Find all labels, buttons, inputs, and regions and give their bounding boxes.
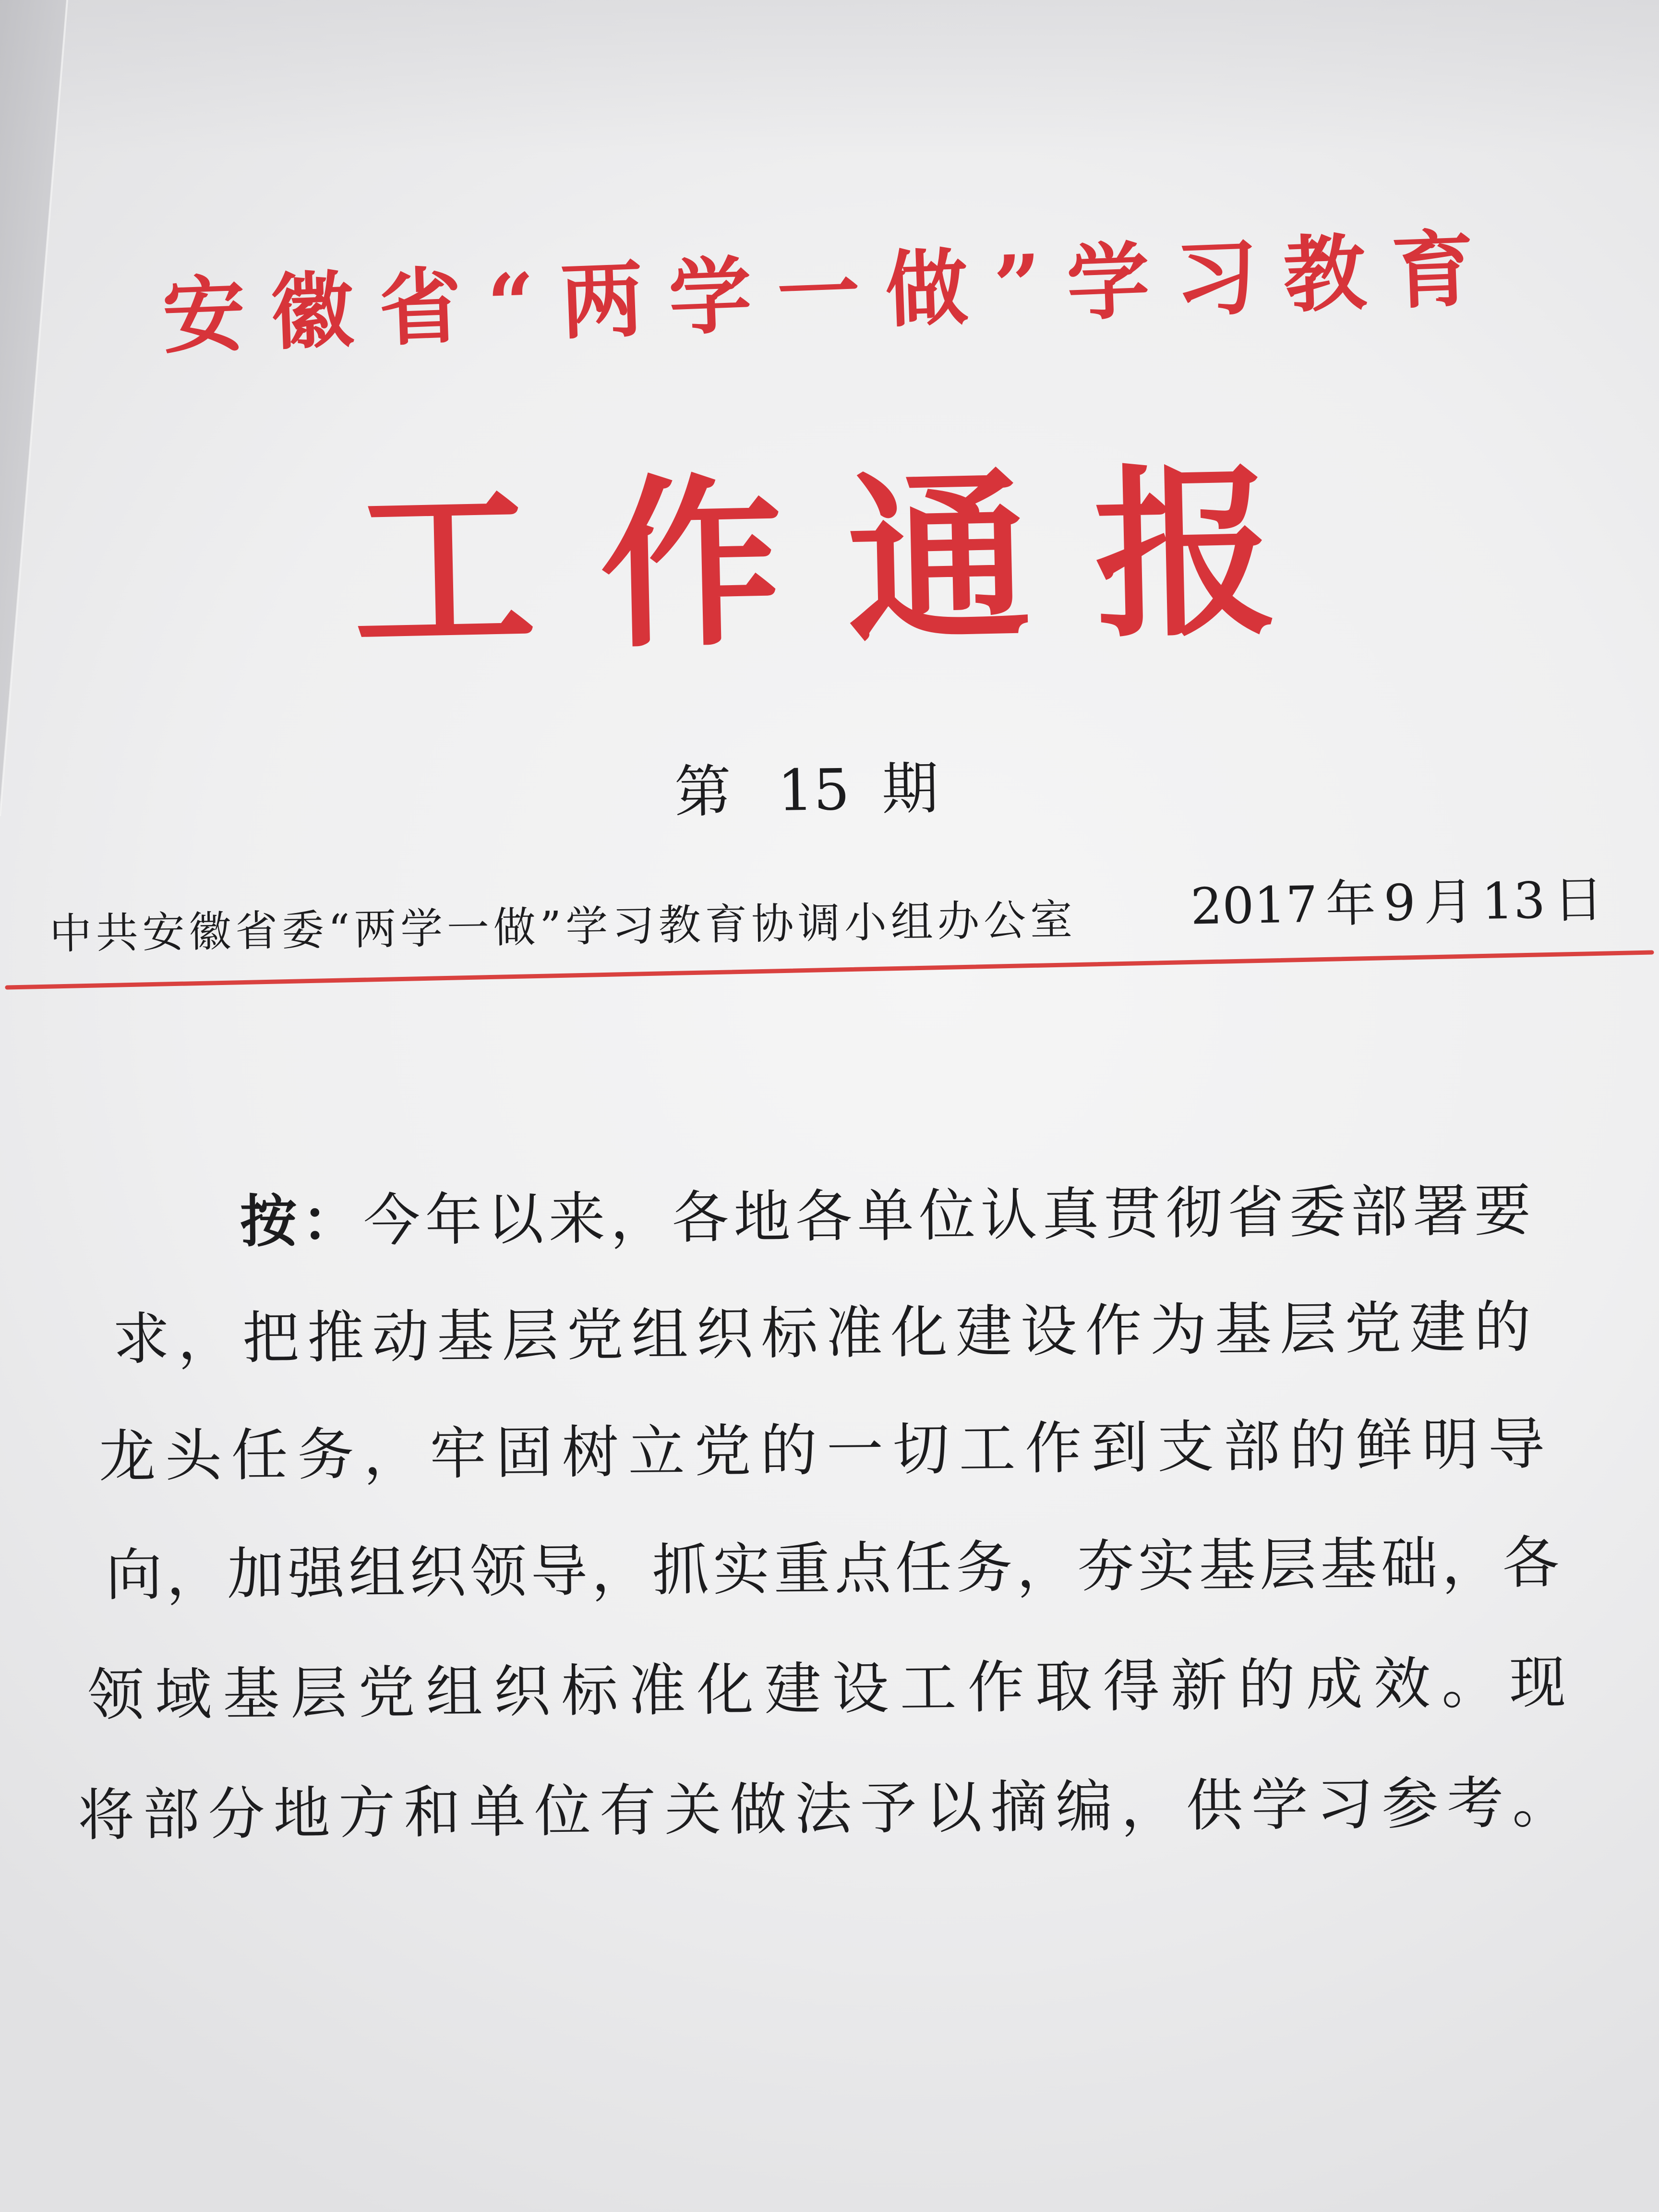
body-line: 求，把推动基层党组织标准化建设作为基层党建的 — [112, 1294, 1531, 1372]
body-line-text: 今年以来，各地各单位认真贯彻省委部署要 — [363, 1177, 1531, 1254]
bulletin-series-title: 安徽省“两学一做”学习教育 — [161, 219, 1476, 366]
issue-number: 第 15 期 — [674, 755, 939, 825]
body-line: 将部分地方和单位有关做法予以摘编，供学习参考。 — [77, 1769, 1569, 1849]
body-line — [240, 1172, 1531, 1260]
issue-date: 2017年9月13日 — [1190, 870, 1604, 936]
body-line: 领域基层党组织标准化建设工作取得新的成效。现 — [87, 1649, 1566, 1729]
body-line: 向，加强组织领导，抓实重点任务，夯实基层基础，各 — [105, 1529, 1560, 1609]
issuing-office: 中共安徽省委“两学一做”学习教育协调小组办公室 — [49, 895, 1073, 959]
bulletin-title: 工作通报 — [350, 444, 1279, 679]
editor-note-label: 按： — [240, 1187, 364, 1255]
body-line: 龙头任务，牢固树立党的一切工作到支部的鲜明导 — [98, 1410, 1545, 1490]
